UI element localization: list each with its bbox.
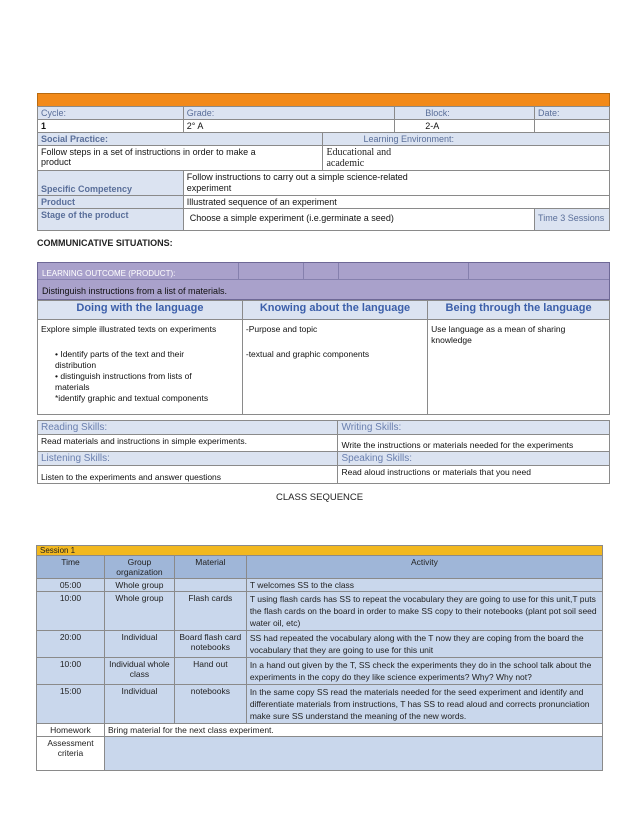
outcome-divider-5 [38, 279, 609, 280]
table-row [37, 592, 603, 631]
row-group: Individual whole class [104, 658, 174, 685]
session-table [36, 545, 603, 771]
info-table [37, 106, 610, 231]
assessment-label: Assessment criteria [37, 737, 105, 771]
communicative-situations-heading: COMMUNICATIVE SITUATIONS: [37, 238, 173, 248]
header-group: Group organization [104, 556, 174, 579]
outcome-divider-3 [338, 263, 339, 279]
doing-item-1: • Identify parts of the text and their distribution [55, 349, 185, 370]
speaking-skills-label: Speaking Skills: [338, 452, 610, 466]
learning-environment-label: Learning Environment: [323, 133, 610, 146]
grade-value: 2° A [183, 120, 395, 133]
homework-value: Bring material for the next class experiment. [104, 724, 602, 737]
row-activity: SS had repeated the vocabulary along with the T now they are coping from the board the vocabulary that they are going to use for this unit [246, 631, 602, 658]
learning-outcome-value: Distinguish instructions from a list of materials. [42, 286, 228, 296]
being-item-1: Use language as a mean of sharing knowledge [431, 324, 566, 345]
being-cell [428, 320, 610, 415]
learning-outcome-label: LEARNING OUTCOME (PRODUCT): [42, 269, 176, 278]
row-time: 10:00 [37, 592, 105, 631]
language-columns-table [37, 300, 610, 415]
row-activity: In the same copy SS read the materials needed for the seed experiment and identify and differentiate materials from instructions, T has SS to read aloud and corrects pronunciation make sure SS understand the meaning of the new words. [246, 685, 602, 724]
row-activity: T using flash cards has SS to repeat the vocabulary they are going to use for this unit,T puts the flash cards on the board in order to make SS copy to their notebooks (plant pot soil seed water oil, etc) [246, 592, 602, 631]
stage-value: Choose a simple experiment (i.e.germinate a seed) [183, 209, 534, 231]
doing-intro: Explore simple illustrated texts on experiments [41, 324, 217, 334]
row-activity: In a hand out given by the T, SS check the experiments they do in the school talk about the experiments in the copy do they like science experiments? Why? Why not? [246, 658, 602, 685]
table-row [37, 685, 603, 724]
doing-item-2: • distinguish instructions from lists of materials [55, 371, 192, 392]
row-time: 10:00 [37, 658, 105, 685]
row-group: Whole group [104, 592, 174, 631]
row-activity: T welcomes SS to the class [246, 579, 602, 592]
writing-skills-value: Write the instructions or materials needed for the experiments [338, 435, 610, 452]
doing-item-3: *identify graphic and textual components [55, 393, 209, 403]
table-row [37, 579, 603, 592]
header-material: Material [174, 556, 246, 579]
knowing-header: Knowing about the language [242, 301, 427, 320]
table-row [37, 658, 603, 685]
row-material: Hand out [174, 658, 246, 685]
date-value [535, 120, 610, 133]
row-material: Board flash card notebooks [174, 631, 246, 658]
outcome-divider-4 [468, 263, 469, 279]
speaking-skills-value: Read aloud instructions or materials that you need [338, 466, 610, 484]
row-time: 15:00 [37, 685, 105, 724]
session-title: Session 1 [37, 546, 603, 556]
date-label: Date: [535, 107, 610, 120]
writing-skills-label: Writing Skills: [338, 421, 610, 435]
listening-skills-label: Listening Skills: [38, 452, 338, 466]
row-time: 20:00 [37, 631, 105, 658]
stage-label: Stage of the product [38, 209, 184, 231]
social-practice-value: Follow steps in a set of instructions in order to make a product [38, 146, 323, 171]
learning-outcome-box [37, 262, 610, 300]
doing-cell [38, 320, 243, 415]
row-group: Individual [104, 631, 174, 658]
learning-environment-text: Educational and academic [326, 147, 392, 169]
cycle-label: Cycle: [38, 107, 184, 120]
reading-skills-value: Read materials and instructions in simple experiments. [38, 435, 338, 452]
block-value: 2-A [395, 120, 535, 133]
social-practice-label: Social Practice: [38, 133, 323, 146]
table-row [37, 631, 603, 658]
row-material: Flash cards [174, 592, 246, 631]
listening-skills-value: Listen to the experiments and answer questions [38, 466, 338, 484]
block-label: Block: [395, 107, 535, 120]
outcome-divider-1 [238, 263, 239, 279]
reading-skills-label: Reading Skills: [38, 421, 338, 435]
homework-label: Homework [37, 724, 105, 737]
doing-header: Doing with the language [38, 301, 243, 320]
knowing-item-2: -textual and graphic components [245, 349, 370, 359]
row-group: Whole group [104, 579, 174, 592]
grade-label: Grade: [183, 107, 395, 120]
competency-value [183, 171, 609, 196]
row-group: Individual [104, 685, 174, 724]
skills-table [37, 420, 610, 484]
assessment-value [104, 737, 602, 771]
product-value: Illustrated sequence of an experiment [183, 196, 609, 209]
outcome-divider-2 [303, 263, 304, 279]
competency-label: Specific Competency [38, 171, 184, 196]
row-material: notebooks [174, 685, 246, 724]
header-time: Time [37, 556, 105, 579]
being-header: Being through the language [428, 301, 610, 320]
class-sequence-title: CLASS SEQUENCE [276, 492, 364, 503]
row-time: 05:00 [37, 579, 105, 592]
product-label: Product [38, 196, 184, 209]
sessions-value: Time 3 Sessions [535, 209, 610, 231]
knowing-cell [242, 320, 427, 415]
row-material [174, 579, 246, 592]
learning-environment-value [323, 146, 610, 171]
cycle-value: 1 [38, 120, 184, 133]
header-activity: Activity [246, 556, 602, 579]
competency-text: Follow instructions to carry out a simple science-related experiment [186, 172, 408, 193]
knowing-item-1: -Purpose and topic [245, 324, 318, 334]
